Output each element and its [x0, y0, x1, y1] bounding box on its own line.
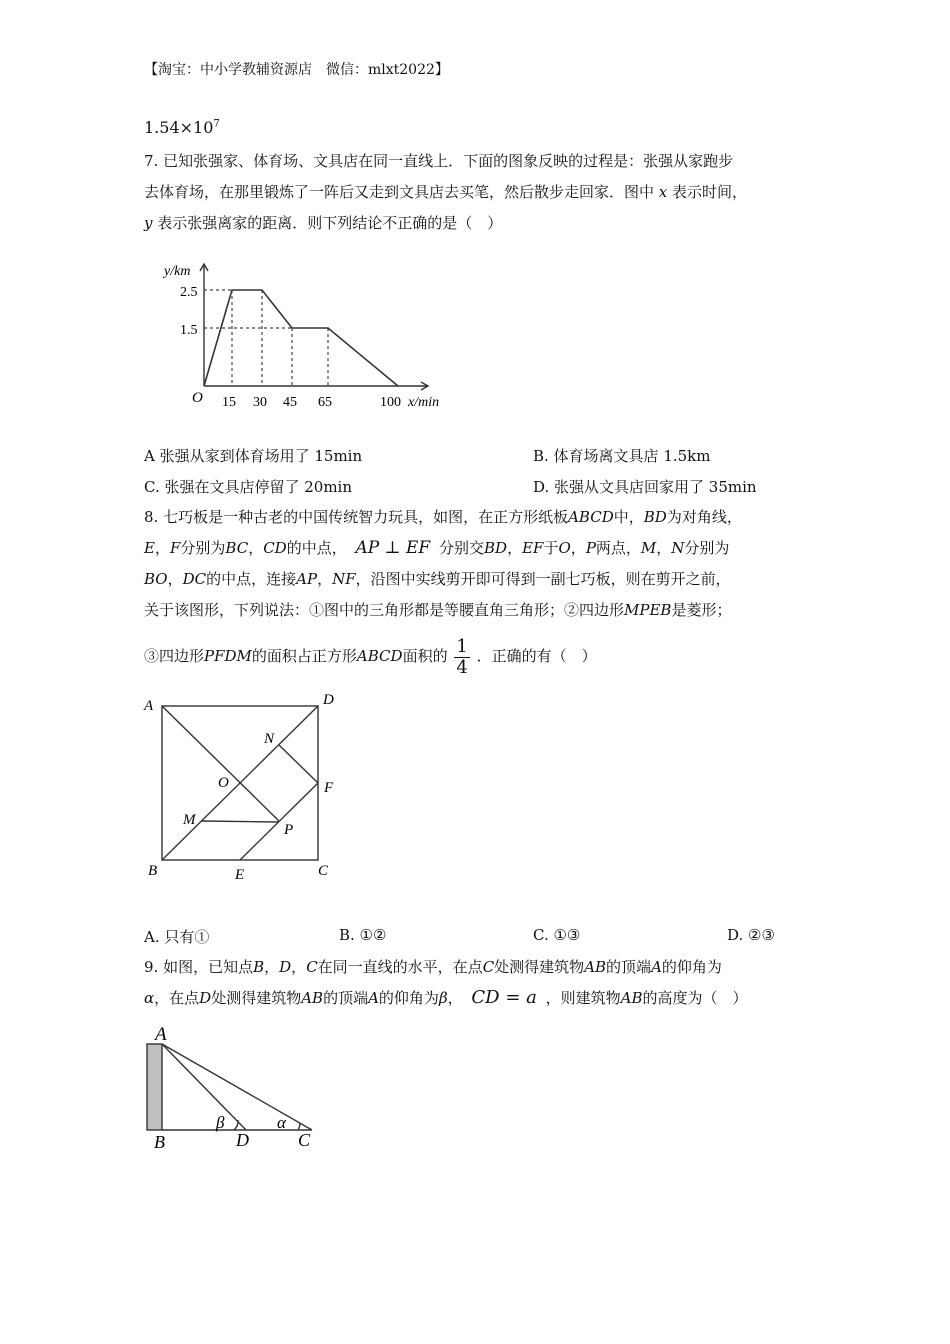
q7-dashed-guides	[204, 290, 328, 386]
q8-perpendicular-expression: AP ⊥ EF	[355, 538, 431, 558]
q7-ytick-1-5: 1.5	[180, 323, 198, 338]
q8-option-a[interactable]: A. 只有①	[144, 928, 210, 946]
q8-text: 于	[543, 539, 559, 557]
q8-option-b[interactable]: B. ①②	[339, 926, 387, 944]
q7-x-axis-label: x/min	[408, 395, 440, 410]
q7-line-2-tail: 表示时间，	[672, 183, 748, 201]
q8-text: 分别为	[180, 539, 226, 557]
q7-origin-label: O	[192, 390, 203, 406]
q8-label-p: P	[284, 822, 294, 838]
q9-text: 在同一直线的水平，在点	[317, 958, 483, 976]
q7-option-d[interactable]: D. 张强从文具店回家用了 35min	[533, 478, 757, 496]
q8-label-d: D	[323, 692, 334, 708]
q8-text: 面积的	[402, 647, 448, 665]
q8-text: ，	[656, 539, 672, 557]
q8-text: 两点，	[595, 539, 641, 557]
q8-text: 的中点，连接	[206, 570, 297, 588]
q8-var: BD	[484, 539, 508, 557]
q7-ytick-2-5: 2.5	[180, 285, 198, 300]
q9-line-2	[144, 988, 748, 1008]
q9-building-ab	[147, 1044, 162, 1130]
q7-line-2-text: 去体育场，在那里锻炼了一阵后又走到文具店去买笔，然后散步走回家．图中	[144, 183, 655, 201]
q7-option-b[interactable]: B. 体育场离文具店 1.5km	[533, 447, 711, 465]
q9-label-c: C	[298, 1130, 311, 1150]
q8-line-3	[144, 569, 731, 589]
q7-journey-line	[204, 290, 398, 386]
q9-label-a: A	[155, 1024, 167, 1045]
q8-label-a: A	[144, 698, 154, 714]
q9-var: B	[253, 958, 265, 976]
q9-var: A	[651, 958, 662, 976]
q7-xtick-100: 100	[380, 395, 401, 410]
q7-var-x: x	[658, 183, 668, 201]
q9-var: β	[438, 989, 448, 1007]
q9-var: A	[368, 989, 379, 1007]
q9-text: 处测得建筑物	[494, 958, 585, 976]
q9-var: D	[279, 958, 292, 976]
q8-text: ．正确的有（ ）	[476, 647, 597, 665]
q8-text: 分别为	[684, 539, 730, 557]
q9-var: AB	[620, 989, 643, 1007]
q8-var: AP	[296, 570, 318, 588]
q7-xtick-65: 65	[318, 395, 332, 410]
q8-text: ，	[317, 570, 333, 588]
q7-line-2	[144, 182, 747, 202]
q9-text: 的顶端	[606, 958, 652, 976]
q8-var: BC	[225, 539, 249, 557]
q9-building-figure	[140, 1020, 330, 1155]
q9-text: ，在点	[154, 989, 200, 1007]
previous-answer-base: 10	[193, 118, 214, 137]
q9-cd-equals-a: CD = a	[471, 987, 537, 1008]
q7-y-axis-label: y/km	[164, 264, 191, 279]
q8-tangram-figure	[140, 688, 350, 888]
q9-label-b: B	[154, 1132, 165, 1152]
q9-text: 的高度为（ ）	[642, 989, 748, 1007]
q8-text: ，沿图中实线剪开即可得到一副七巧板，则在剪开之前，	[355, 570, 731, 588]
q8-var: MPEB	[624, 601, 672, 619]
q8-text: ，	[248, 539, 264, 557]
q8-var: P	[585, 539, 596, 557]
q9-text: 的仰角为	[378, 989, 439, 1007]
q9-var: D	[199, 989, 212, 1007]
q8-var: F	[169, 539, 181, 557]
q8-text: ，	[154, 539, 170, 557]
q7-line-3	[144, 213, 502, 233]
q9-figure-labels	[153, 1024, 311, 1152]
q8-var: DC	[182, 570, 207, 588]
q7-distance-time-graph	[160, 258, 460, 414]
q8-var: NF	[332, 570, 356, 588]
q8-label-e: E	[235, 867, 245, 883]
q8-var: N	[671, 539, 685, 557]
q8-var: ABCD	[356, 647, 403, 665]
q8-var: PFDM	[204, 647, 252, 665]
q9-text: ，	[447, 989, 463, 1007]
q8-text: 关于该图形，下列说法：①图中的三角形都是等腰直角三角形；②四边形	[144, 601, 625, 619]
q9-text: 处测得建筑物	[211, 989, 302, 1007]
q8-line-5	[144, 634, 597, 678]
q8-label-m: M	[183, 812, 196, 828]
q8-text: 的面积占正方形	[251, 647, 357, 665]
q8-var: EF	[522, 539, 544, 557]
q8-text: 的中点，	[286, 539, 347, 557]
q9-var: α	[144, 989, 155, 1007]
q7-line-1: 7. 已知张强家、体育场、文具店在同一直线上．下面的图象反映的过程是：张强从家跑步	[144, 152, 734, 170]
q8-label-n: N	[264, 731, 275, 747]
q8-fraction-denominator: 4	[456, 656, 468, 678]
q8-text: 中，	[613, 508, 644, 526]
q8-var: O	[558, 539, 571, 557]
page-header: 【淘宝：中小学教辅资源店 微信：mlxt2022】	[144, 62, 449, 78]
previous-answer	[144, 118, 220, 137]
q9-var: C	[482, 958, 495, 976]
q8-label-o: O	[218, 775, 229, 791]
q9-sight-lines	[162, 1044, 312, 1130]
q7-xtick-45: 45	[283, 395, 297, 410]
q9-label-beta: β	[216, 1113, 225, 1132]
q8-text: ，	[167, 570, 183, 588]
q8-var: M	[640, 539, 657, 557]
q8-var: BD	[643, 508, 667, 526]
q7-line-3-text: 表示张强离家的距离．则下列结论不正确的是（ ）	[157, 214, 503, 232]
q9-text: 9. 如图，已知点	[144, 958, 254, 976]
q8-text: ③四边形	[144, 647, 205, 665]
q8-label-c: C	[318, 863, 329, 879]
q9-text: 的仰角为	[661, 958, 722, 976]
q7-xtick-15: 15	[222, 395, 236, 410]
q8-option-d[interactable]: D. ②③	[727, 926, 775, 944]
q8-line-1	[144, 507, 742, 527]
q8-text: ，	[507, 539, 523, 557]
q8-text: 分别交	[439, 539, 485, 557]
previous-answer-times: ×	[179, 118, 194, 137]
q8-fraction-one-quarter	[454, 637, 469, 678]
q8-text: 是菱形；	[671, 601, 732, 619]
q7-xtick-30: 30	[253, 395, 267, 410]
q7-option-a[interactable]: A 张强从家到体育场用了 15min	[144, 447, 363, 465]
q8-text: 为对角线，	[666, 508, 742, 526]
q8-line-4	[144, 600, 731, 620]
q8-var: ABCD	[568, 508, 614, 526]
previous-answer-mantissa: 1.54	[144, 118, 180, 137]
q9-line-1	[144, 957, 722, 977]
q8-label-f: F	[324, 780, 334, 796]
q8-var: CD	[263, 539, 287, 557]
q8-fraction-numerator: 1	[456, 635, 468, 657]
q9-label-d: D	[236, 1130, 249, 1150]
q8-label-b: B	[148, 863, 158, 879]
q8-figure-labels	[143, 692, 334, 883]
q9-var: C	[306, 958, 318, 976]
q9-text: ，	[291, 958, 307, 976]
q8-text: 8. 七巧板是一种古老的中国传统智力玩具，如图，在正方形纸板	[144, 508, 569, 526]
q8-tangram-lines	[162, 706, 318, 860]
q9-text: ，	[264, 958, 280, 976]
q8-text: ，	[570, 539, 586, 557]
q7-option-c[interactable]: C. 张强在文具店停留了 20min	[144, 478, 353, 496]
q8-line-2	[144, 538, 729, 558]
q8-var: E	[144, 539, 155, 557]
q9-text: ，则建筑物	[545, 989, 621, 1007]
q9-var: AB	[301, 989, 324, 1007]
q8-option-c[interactable]: C. ①③	[533, 926, 581, 944]
previous-answer-exponent: 7	[213, 118, 220, 130]
q8-var: BO	[144, 570, 168, 588]
q7-var-y: y	[144, 214, 153, 232]
q9-label-alpha: α	[277, 1113, 286, 1132]
q9-var: AB	[584, 958, 607, 976]
q9-text: 的顶端	[323, 989, 369, 1007]
